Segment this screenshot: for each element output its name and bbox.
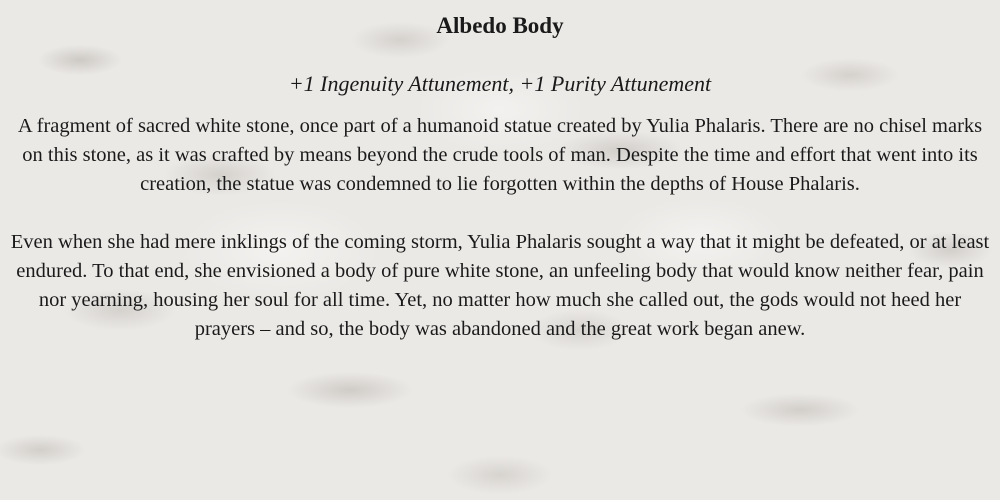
item-attunement: +1 Ingenuity Attunement, +1 Purity Attunement bbox=[288, 71, 712, 96]
item-description-paragraph-2: Even when she had mere inklings of the coming storm, Yulia Phalaris sought a way that it might be defeated, or at least endured. To that end, she envisioned a body of pure white stone, an unfeeling body that would know neither fear, pain nor yearning, housing her soul for all time. Yet, no matter how much she called out, the gods would not heed her prayers – and so, the body was abandoned and the great work began anew. bbox=[10, 231, 990, 340]
item-description-paragraph-1: A fragment of sacred white stone, once part of a humanoid statue created by Yulia Phalaris. There are no chisel marks on this stone, as it was crafted by means beyond the crude tools of man. Despite the time and effort that went into its creation, the statue was condemned to lie forgotten within the depths of House Phalaris. bbox=[17, 115, 983, 195]
item-title: Albedo Body bbox=[436, 13, 564, 38]
